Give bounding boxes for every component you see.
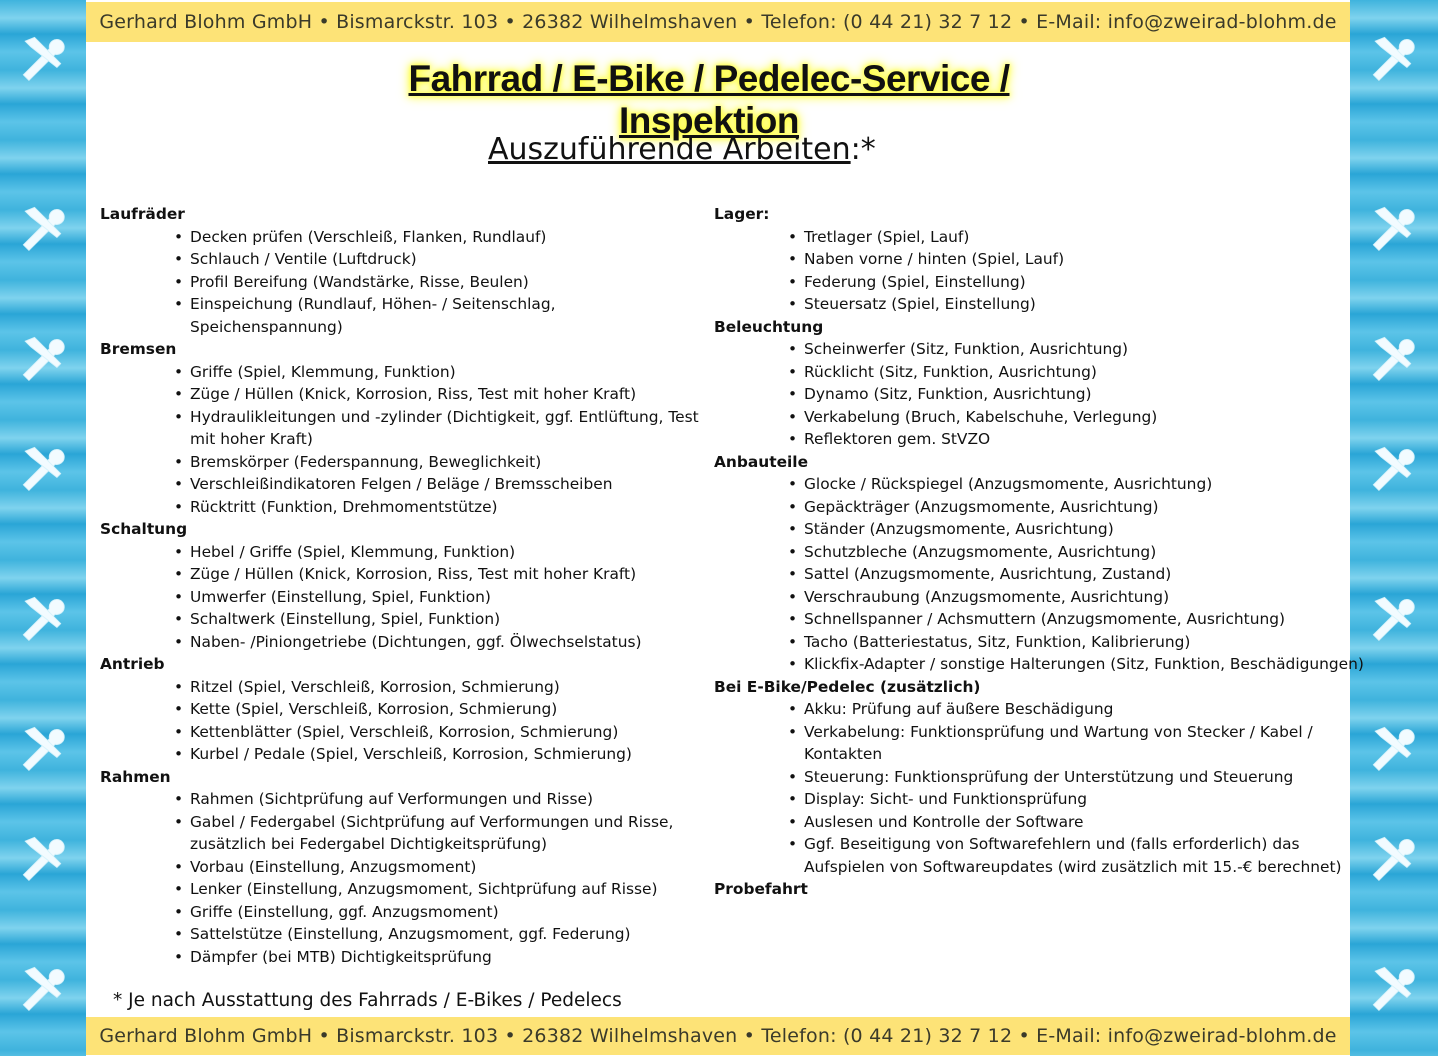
section-heading: Bremsen bbox=[100, 340, 177, 358]
page-title: Fahrrad / E-Bike / Pedelec-Service / Inspektion bbox=[408, 58, 1010, 141]
header-contact-bar: Gerhard Blohm GmbH • Bismarckstr. 103 • 26382 Wilhelmshaven • Telefon: (0 44 21) 32 7 12 • E-Mail: info@zweirad-blohm.de bbox=[86, 2, 1350, 42]
list-item: • Einspeichung (Rundlauf, Höhen- / Seitenschlag, Speichenspannung) bbox=[100, 293, 700, 338]
section-heading: Lager: bbox=[714, 205, 770, 223]
section-heading: Antrieb bbox=[100, 655, 165, 673]
list-item: • Griffe (Spiel, Klemmung, Funktion) bbox=[100, 361, 700, 384]
list-item: • Klickfix-Adapter / sonstige Halterungen (Sitz, Funktion, Beschädigungen) bbox=[714, 653, 1354, 676]
list-item: • Sattel (Anzugsmomente, Ausrichtung, Zustand) bbox=[714, 563, 1354, 586]
wrench-screwdriver-icon bbox=[14, 830, 70, 886]
list-item: • Steuerung: Funktionsprüfung der Unterstützung und Steuerung bbox=[714, 766, 1354, 789]
list-item: • Display: Sicht- und Funktionsprüfung bbox=[714, 788, 1354, 811]
section-heading: Schaltung bbox=[100, 520, 188, 538]
wrench-screwdriver-icon bbox=[14, 960, 70, 1016]
list-item: • Tacho (Batteriestatus, Sitz, Funktion, Kalibrierung) bbox=[714, 631, 1354, 654]
list-item: • Schlauch / Ventile (Luftdruck) bbox=[100, 248, 700, 271]
list-item: • Glocke / Rückspiegel (Anzugsmomente, Ausrichtung) bbox=[714, 473, 1354, 496]
list-item: • Reflektoren gem. StVZO bbox=[714, 428, 1354, 451]
wrench-screwdriver-icon bbox=[1364, 720, 1420, 776]
list-item: • Ritzel (Spiel, Verschleiß, Korrosion, Schmierung) bbox=[100, 676, 700, 699]
list-item: • Rücklicht (Sitz, Funktion, Ausrichtung) bbox=[714, 361, 1354, 384]
section-heading: Rahmen bbox=[100, 767, 171, 786]
list-item: • Verkabelung (Bruch, Kabelschuhe, Verlegung) bbox=[714, 406, 1354, 429]
section-heading: Probefahrt bbox=[714, 880, 808, 898]
section-list bbox=[100, 788, 700, 968]
list-item: • Kette (Spiel, Verschleiß, Korrosion, Schmierung) bbox=[100, 698, 700, 721]
wrench-screwdriver-icon bbox=[14, 720, 70, 776]
section-list bbox=[714, 338, 1354, 451]
wrench-screwdriver-icon bbox=[1364, 30, 1420, 86]
list-item: • Züge / Hüllen (Knick, Korrosion, Riss, Test mit hoher Kraft) bbox=[100, 383, 700, 406]
list-item: • Hebel / Griffe (Spiel, Klemmung, Funktion) bbox=[100, 541, 700, 564]
list-item: • Schnellspanner / Achsmuttern (Anzugsmomente, Ausrichtung) bbox=[714, 608, 1354, 631]
subtitle-suffix: :* bbox=[850, 132, 876, 167]
right-column bbox=[714, 203, 1364, 901]
list-item: • Verkabelung: Funktionsprüfung und Wartung von Stecker / Kabel / Kontakten bbox=[714, 721, 1354, 766]
list-item: • Schutzbleche (Anzugsmomente, Ausrichtung) bbox=[714, 541, 1354, 564]
list-item: • Tretlager (Spiel, Lauf) bbox=[714, 226, 1354, 249]
list-item: • Scheinwerfer (Sitz, Funktion, Ausrichtung) bbox=[714, 338, 1354, 361]
list-item: • Dynamo (Sitz, Funktion, Ausrichtung) bbox=[714, 383, 1354, 406]
section-list bbox=[100, 676, 700, 766]
section-heading: Laufräder bbox=[100, 205, 185, 223]
list-item: • Rahmen (Sichtprüfung auf Verformungen und Risse) bbox=[100, 788, 700, 811]
footer-contact-bar: Gerhard Blohm GmbH • Bismarckstr. 103 • 26382 Wilhelmshaven • Telefon: (0 44 21) 32 7 12 • E-Mail: info@zweirad-blohm.de bbox=[86, 1017, 1350, 1055]
list-item: • Gepäckträger (Anzugsmomente, Ausrichtung) bbox=[714, 496, 1354, 519]
wrench-screwdriver-icon bbox=[1364, 200, 1420, 256]
wrench-screwdriver-icon bbox=[1364, 590, 1420, 646]
wrench-screwdriver-icon bbox=[1364, 440, 1420, 496]
list-item: • Ggf. Beseitigung von Softwarefehlern und (falls erforderlich) das Aufspielen von Softwareupdates (wird zusätzlich mit 15.-€ berechnet) bbox=[714, 833, 1354, 878]
section-heading: Beleuchtung bbox=[714, 317, 824, 336]
wrench-screwdriver-icon bbox=[14, 440, 70, 496]
section-list bbox=[100, 541, 700, 654]
list-item: • Bremskörper (Federspannung, Beweglichkeit) bbox=[100, 451, 700, 474]
list-item: • Griffe (Einstellung, ggf. Anzugsmoment) bbox=[100, 901, 700, 924]
right-decorative-border bbox=[1350, 0, 1438, 1056]
wrench-screwdriver-icon bbox=[14, 330, 70, 386]
subtitle bbox=[488, 132, 876, 167]
list-item: • Sattelstütze (Einstellung, Anzugsmoment, ggf. Federung) bbox=[100, 923, 700, 946]
wrench-screwdriver-icon bbox=[14, 200, 70, 256]
list-item: • Kettenblätter (Spiel, Verschleiß, Korrosion, Schmierung) bbox=[100, 721, 700, 744]
footnote: * Je nach Ausstattung des Fahrrads / E-Bikes / Pedelecs bbox=[113, 990, 622, 1011]
section-heading: Bei E-Bike/Pedelec (zusätzlich) bbox=[714, 677, 981, 696]
wrench-screwdriver-icon bbox=[1364, 960, 1420, 1016]
wrench-screwdriver-icon bbox=[14, 590, 70, 646]
wrench-screwdriver-icon bbox=[1364, 330, 1420, 386]
list-item: • Rücktritt (Funktion, Drehmomentstütze) bbox=[100, 496, 700, 519]
list-item: • Akku: Prüfung auf äußere Beschädigung bbox=[714, 698, 1354, 721]
list-item: • Federung (Spiel, Einstellung) bbox=[714, 271, 1354, 294]
list-item: • Auslesen und Kontrolle der Software bbox=[714, 811, 1354, 834]
list-item: • Umwerfer (Einstellung, Spiel, Funktion) bbox=[100, 586, 700, 609]
section-heading: Anbauteile bbox=[714, 452, 809, 471]
list-item: • Gabel / Federgabel (Sichtprüfung auf Verformungen und Risse, zusätzlich bei Federgabel Dichtigkeitsprüfung) bbox=[100, 811, 700, 856]
list-item: • Decken prüfen (Verschleiß, Flanken, Rundlauf) bbox=[100, 226, 700, 249]
wrench-screwdriver-icon bbox=[14, 30, 70, 86]
list-item: • Lenker (Einstellung, Anzugsmoment, Sichtprüfung auf Risse) bbox=[100, 878, 700, 901]
list-item: • Verschleißindikatoren Felgen / Beläge / Bremsscheiben bbox=[100, 473, 700, 496]
section-list bbox=[714, 473, 1364, 676]
list-item: • Hydraulikleitungen und -zylinder (Dichtigkeit, ggf. Entlüftung, Test mit hoher Kraft) bbox=[100, 406, 700, 451]
list-item: • Ständer (Anzugsmomente, Ausrichtung) bbox=[714, 518, 1354, 541]
section-list bbox=[714, 698, 1354, 878]
section-list bbox=[100, 226, 700, 339]
list-item: • Dämpfer (bei MTB) Dichtigkeitsprüfung bbox=[100, 946, 700, 969]
subtitle-main: Auszuführende Arbeiten bbox=[488, 132, 851, 167]
list-item: • Profil Bereifung (Wandstärke, Risse, Beulen) bbox=[100, 271, 700, 294]
section-list bbox=[100, 361, 700, 519]
list-item: • Vorbau (Einstellung, Anzugsmoment) bbox=[100, 856, 700, 879]
section-list bbox=[714, 226, 1354, 316]
list-item: • Schaltwerk (Einstellung, Spiel, Funktion) bbox=[100, 608, 700, 631]
list-item: • Steuersatz (Spiel, Einstellung) bbox=[714, 293, 1354, 316]
list-item: • Kurbel / Pedale (Spiel, Verschleiß, Korrosion, Schmierung) bbox=[100, 743, 700, 766]
left-column bbox=[100, 203, 700, 968]
wrench-screwdriver-icon bbox=[1364, 830, 1420, 886]
list-item: • Naben- /Piniongetriebe (Dichtungen, ggf. Ölwechselstatus) bbox=[100, 631, 700, 654]
left-decorative-border bbox=[0, 0, 86, 1056]
list-item: • Verschraubung (Anzugsmomente, Ausrichtung) bbox=[714, 586, 1354, 609]
list-item: • Züge / Hüllen (Knick, Korrosion, Riss, Test mit hoher Kraft) bbox=[100, 563, 700, 586]
list-item: • Naben vorne / hinten (Spiel, Lauf) bbox=[714, 248, 1354, 271]
